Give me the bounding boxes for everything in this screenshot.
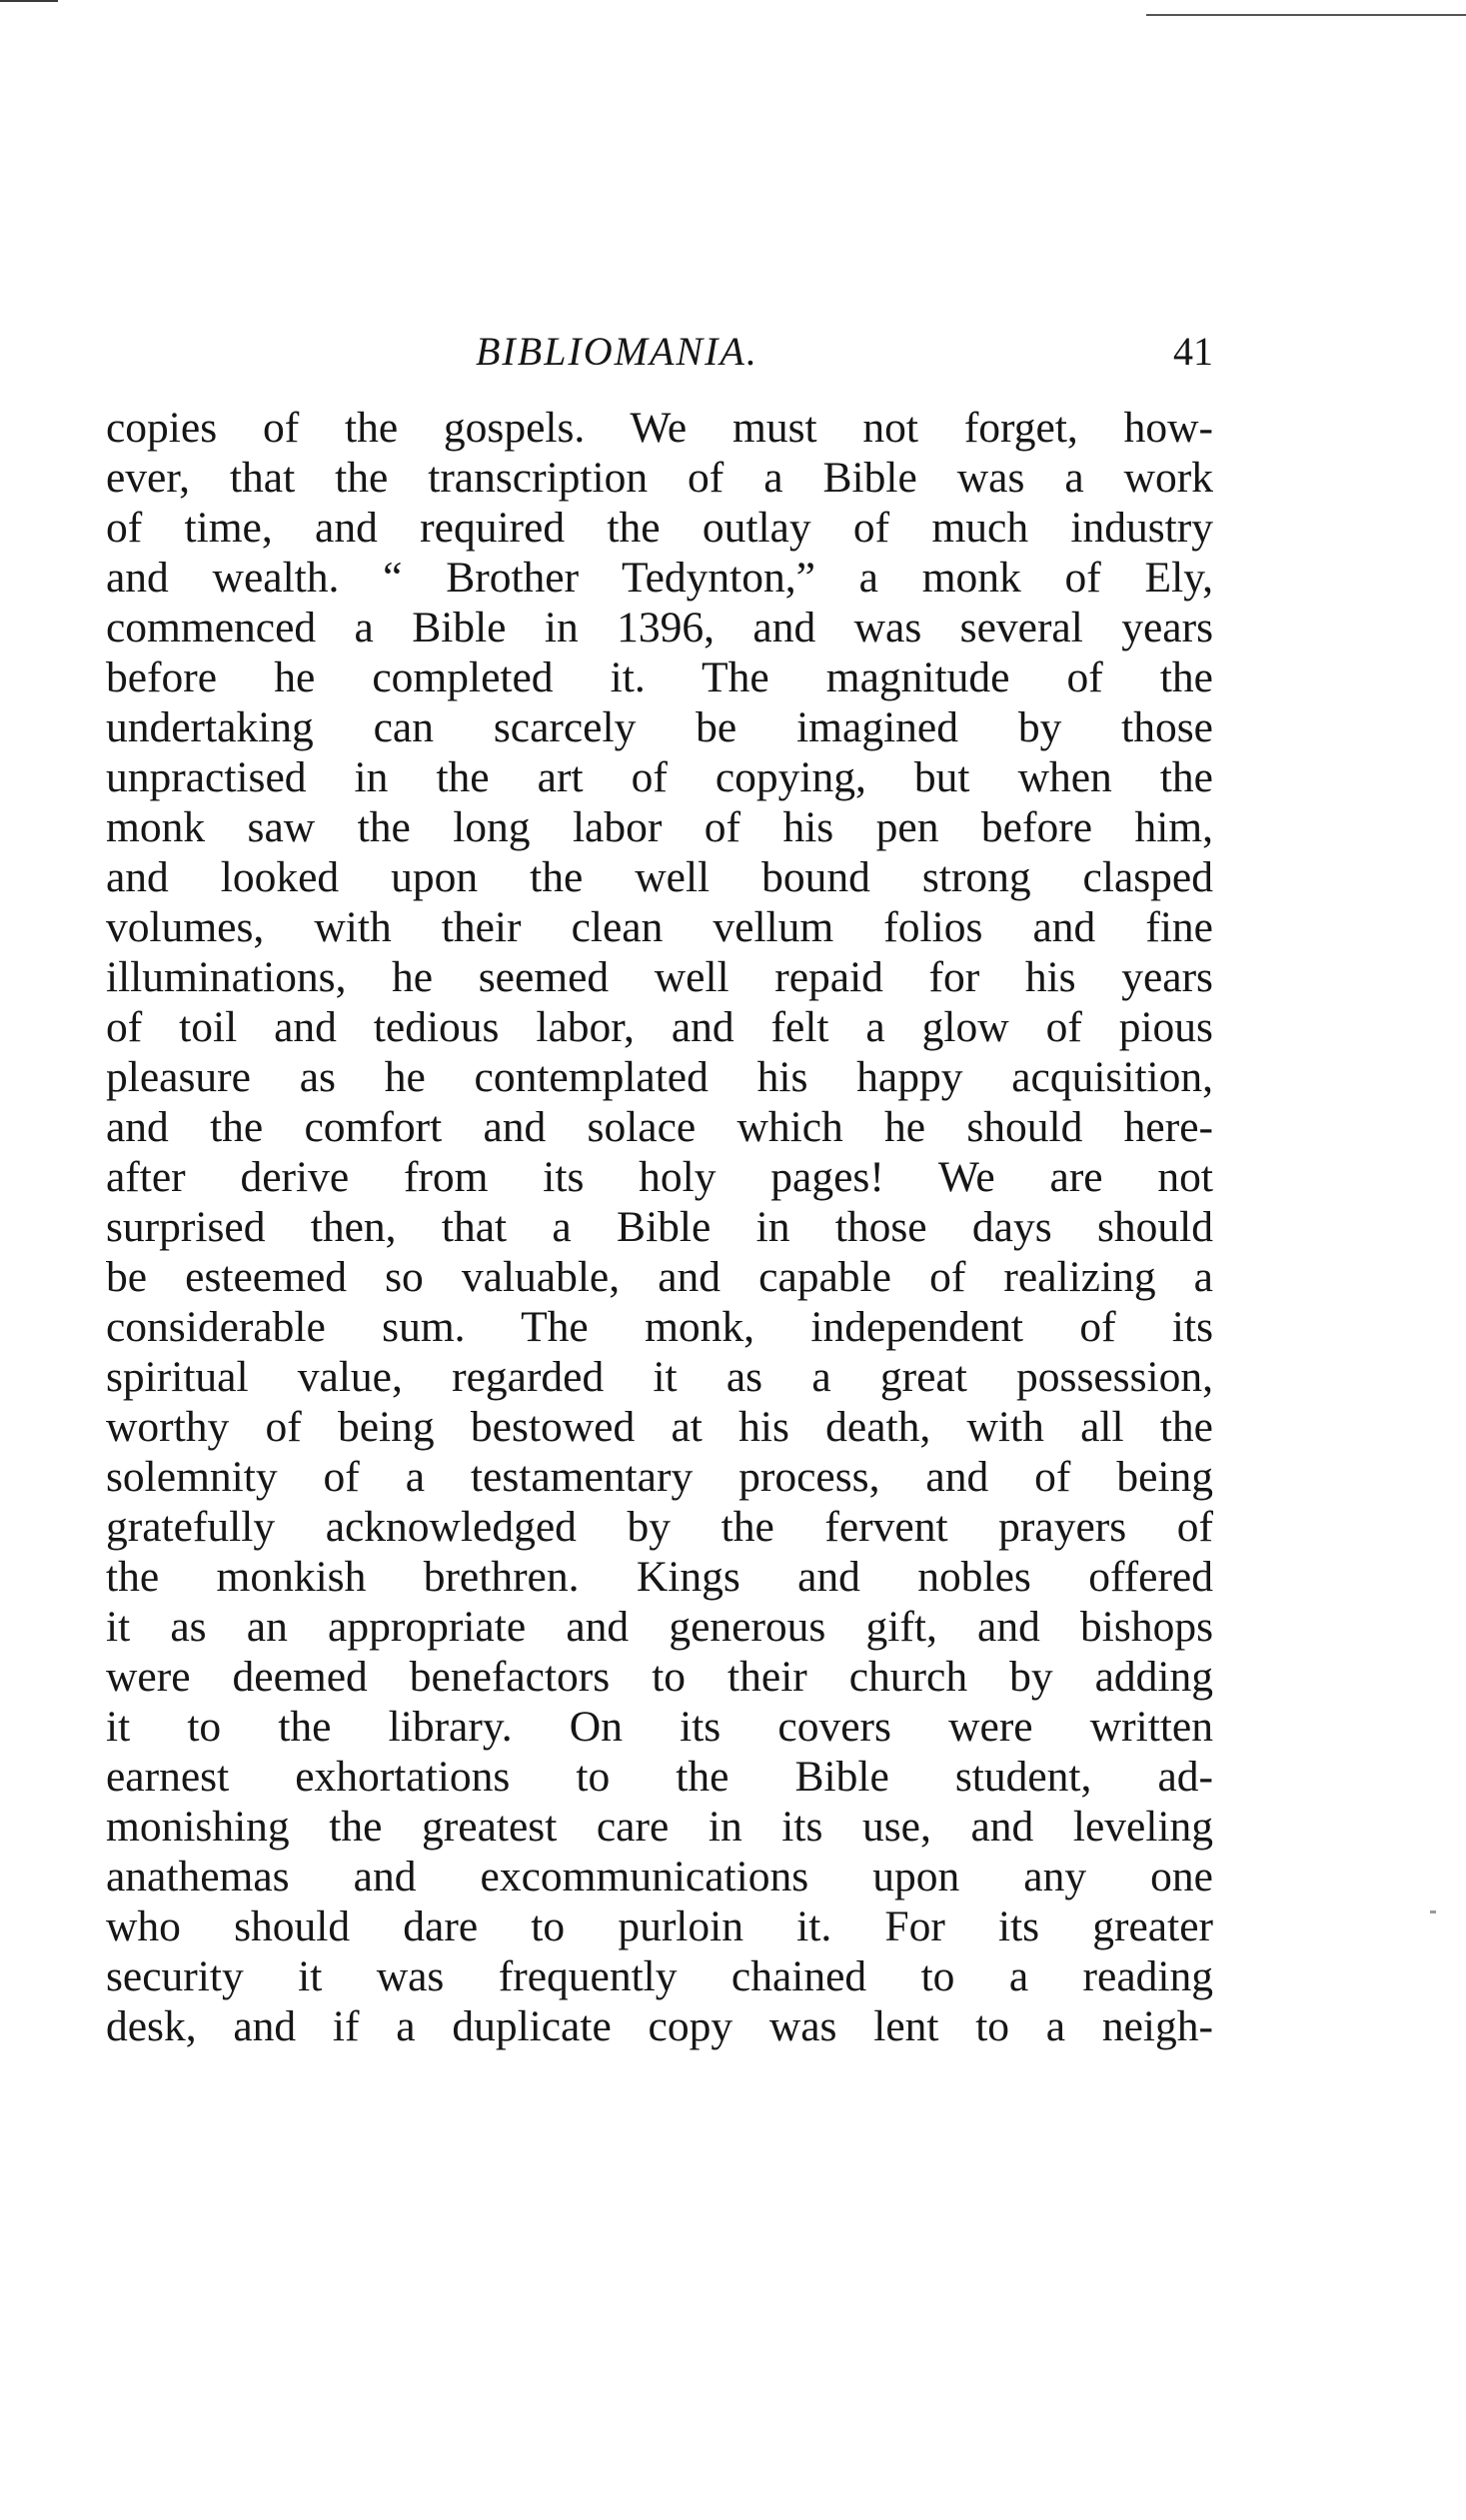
top-edge-rule-right: [1146, 14, 1466, 16]
text-line: surprised then, that a Bible in those days should: [106, 1203, 1213, 1251]
text-line: commenced a Bible in 1396, and was several years: [106, 604, 1213, 651]
text-line: the monkish brethren. Kings and nobles offered: [106, 1553, 1213, 1601]
text-line: be esteemed so valuable, and capable of realizing a: [106, 1253, 1213, 1301]
text-line: of toil and tedious labor, and felt a glow of pious: [106, 1003, 1213, 1051]
text-line: it as an appropriate and generous gift, and bishops: [106, 1603, 1213, 1651]
text-line: earnest exhortations to the Bible student, ad-: [106, 1753, 1213, 1801]
text-line: copies of the gospels. We must not forget, how-: [106, 404, 1213, 452]
text-line: were deemed benefactors to their church by adding: [106, 1653, 1213, 1701]
text-line: it to the library. On its covers were written: [106, 1703, 1213, 1751]
text-line: monishing the greatest care in its use, and leveling: [106, 1803, 1213, 1851]
text-line: before he completed it. The magnitude of the: [106, 653, 1213, 701]
page-header: [106, 322, 1213, 382]
text-line: and the comfort and solace which he should here-: [106, 1103, 1213, 1151]
text-line: desk, and if a duplicate copy was lent to a neigh-: [106, 2002, 1213, 2050]
running-title: BIBLIOMANIA.: [476, 329, 758, 374]
top-edge-rule-left: [0, 0, 58, 2]
body-text: [106, 403, 1213, 2051]
text-line: volumes, with their clean vellum folios and fine: [106, 903, 1213, 951]
text-line: solemnity of a testamentary process, and of being: [106, 1453, 1213, 1501]
text-line: spiritual value, regarded it as a great possession,: [106, 1353, 1213, 1401]
text-line: and wealth. “ Brother Tedynton,” a monk of Ely,: [106, 554, 1213, 602]
text-line: undertaking can scarcely be imagined by those: [106, 703, 1213, 751]
page-number: 41: [1173, 329, 1213, 374]
text-line: anathemas and excommunications upon any one: [106, 1853, 1213, 1900]
print-speck: [1430, 1910, 1436, 1913]
text-line: security it was frequently chained to a reading: [106, 1952, 1213, 2000]
text-line: pleasure as he contemplated his happy acquisition,: [106, 1053, 1213, 1101]
text-line: considerable sum. The monk, independent of its: [106, 1303, 1213, 1351]
text-line: ever, that the transcription of a Bible was a work: [106, 454, 1213, 502]
text-line: illuminations, he seemed well repaid for his years: [106, 953, 1213, 1001]
text-line: and looked upon the well bound strong clasped: [106, 853, 1213, 901]
text-line: after derive from its holy pages! We are not: [106, 1153, 1213, 1201]
text-line: monk saw the long labor of his pen before him,: [106, 803, 1213, 851]
text-line: of time, and required the outlay of much industry: [106, 504, 1213, 552]
text-line: gratefully acknowledged by the fervent prayers of: [106, 1503, 1213, 1551]
text-line: unpractised in the art of copying, but when the: [106, 753, 1213, 801]
text-line: who should dare to purloin it. For its greater: [106, 1902, 1213, 1950]
text-line: worthy of being bestowed at his death, with all the: [106, 1403, 1213, 1451]
